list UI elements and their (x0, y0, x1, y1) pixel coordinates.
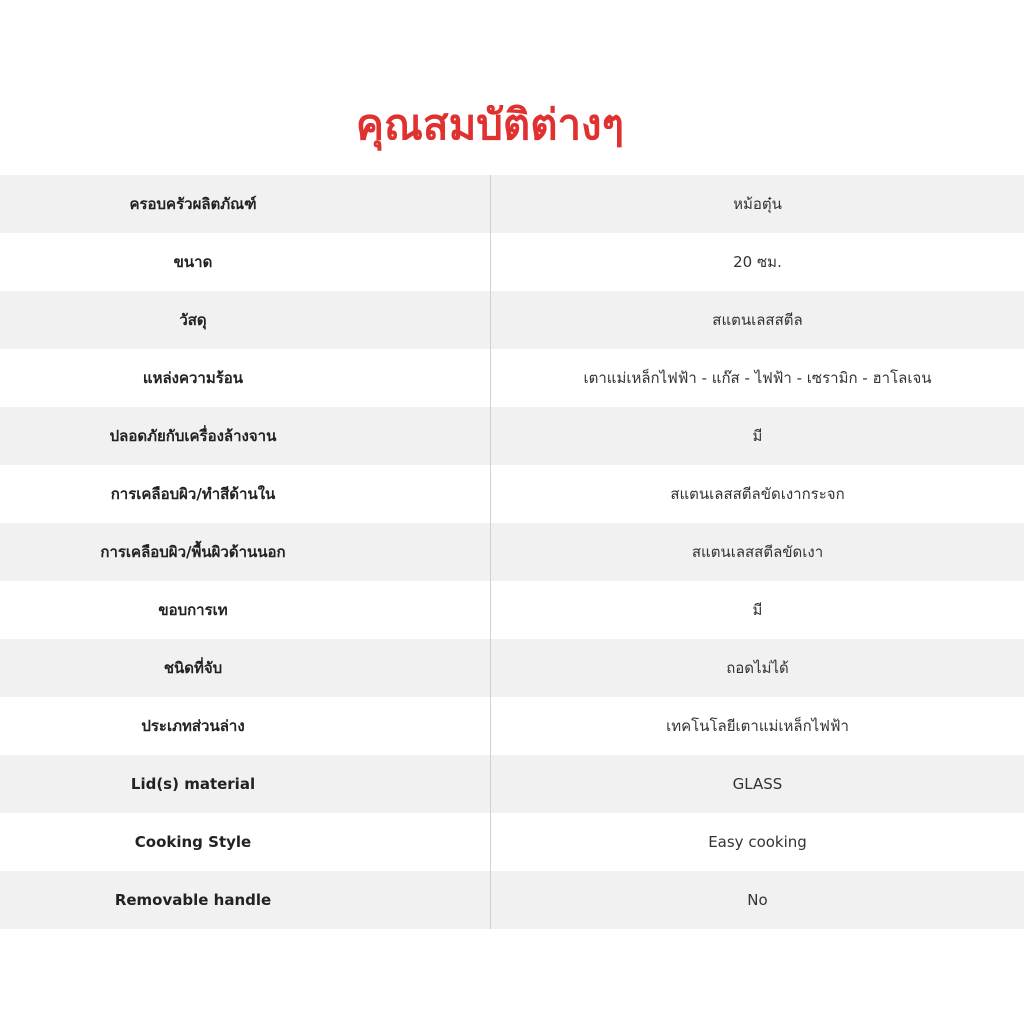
spec-value: สแตนเลสสตีลขัดเงา (691, 543, 824, 561)
spec-label: Lid(s) material (130, 775, 256, 793)
spec-table (0, 175, 1024, 929)
spec-label: การเคลือบผิว/ทำสีด้านใน (110, 485, 276, 503)
table-row (0, 697, 1024, 755)
spec-value: สแตนเลสสตีลขัดเงากระจก (670, 485, 845, 503)
spec-label: Cooking Style (134, 833, 252, 851)
spec-label: ปลอดภัยกับเครื่องล้างจาน (109, 427, 277, 445)
spec-label: การเคลือบผิว/พื้นผิวด้านนอก (100, 543, 286, 561)
spec-value: มี (752, 427, 763, 445)
table-row (0, 639, 1024, 697)
spec-value: GLASS (732, 775, 783, 793)
spec-value: Easy cooking (708, 833, 807, 851)
spec-value: มี (752, 601, 763, 619)
spec-value: 20 ซม. (733, 253, 782, 271)
table-row (0, 291, 1024, 349)
spec-value: หม้อตุ๋น (733, 195, 782, 213)
spec-value: สแตนเลสสตีล (712, 311, 803, 329)
table-row (0, 175, 1024, 233)
table-row (0, 871, 1024, 929)
spec-value: เทคโนโลยีเตาแม่เหล็กไฟฟ้า (666, 717, 849, 735)
spec-label: ประเภทส่วนล่าง (141, 717, 245, 735)
spec-label: วัสดุ (179, 311, 207, 329)
spec-value: เตาแม่เหล็กไฟฟ้า - แก๊ส - ไฟฟ้า - เซรามิก - ฮาโลเจน (583, 369, 932, 387)
spec-value: ถอดไม่ได้ (726, 659, 789, 677)
spec-label: ชนิดที่จับ (163, 659, 223, 677)
table-row (0, 523, 1024, 581)
spec-value: No (747, 891, 768, 909)
table-row (0, 349, 1024, 407)
spec-label: Removable handle (114, 891, 272, 909)
table-row (0, 465, 1024, 523)
spec-label: ขนาด (173, 253, 213, 271)
table-row (0, 755, 1024, 813)
table-row (0, 813, 1024, 871)
table-row (0, 233, 1024, 291)
page-title: คุณสมบัติต่างๆ (355, 100, 625, 149)
spec-label: แหล่งความร้อน (142, 369, 244, 387)
table-row (0, 407, 1024, 465)
table-row (0, 581, 1024, 639)
spec-label: ขอบการเท (158, 601, 228, 619)
spec-label: ครอบครัวผลิตภัณฑ์ (129, 195, 257, 213)
